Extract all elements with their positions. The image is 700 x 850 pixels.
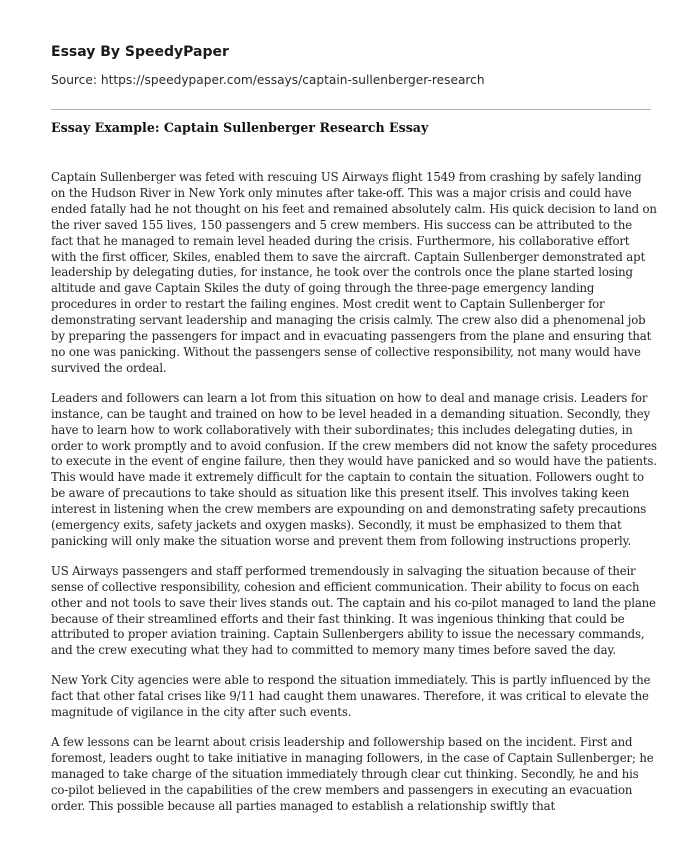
essay-body (51, 170, 657, 829)
document-brand: Essay By SpeedyPaper (51, 44, 229, 60)
essay-paragraph-4: New York City agencies were able to respond the situation immediately. This is partly influenced by the fact that other fatal crises like 9/11 had caught them unawares. Therefore, it was critical to elevate the magnitude of vigilance in the city after such events. (51, 673, 651, 720)
essay-paragraph-5: A few lessons can be learnt about crisis leadership and followership based on the incident. First and foremost, leaders ought to take initiative in managing followers, in the case of Captain Sullenberger; he managed to take charge of the situation immediately through clear cut thinking. Secondly, he and his co-pilot believed in the capabilities of the crew members and passengers in executing an evacuation order. This possible because all parties managed to establish a relationship swiftly that (51, 735, 654, 813)
essay-paragraph-1: Captain Sullenberger was feted with rescuing US Airways flight 1549 from crashing by safely landing on the Hudson River in New York only minutes after take-off. This was a major crisis and could have ended fatally had he not thought on his feet and remained absolutely calm. His quick decision to land on the river saved 155 lives, 150 passengers and 5 crew members. His success can be attributed to the fact that he managed to remain level headed during the crisis. Furthermore, his collaborative effort with the first officer, Skiles, enabled them to save the aircraft. Captain Sullenberger demonstrated apt leadership by delegating duties, for instance, he took over the controls once the plane started losing altitude and gave Captain Skiles the duty of going through the three-page emergency landing procedures in order to restart the failing engines. Most credit went to Captain Sullenberger for demonstrating servant leadership and managing the crisis calmly. The crew also did a phenomenal job by preparing the passengers for impact and in evacuating passengers from the plane and ensuring that no one was panicking. Without the passengers sense of collective responsibility, not many would have survived the ordeal. (51, 170, 657, 375)
essay-title: Essay Example: Captain Sullenberger Research Essay (51, 120, 429, 135)
document-source-line: Source: https://speedypaper.com/essays/captain-sullenberger-research (51, 73, 485, 87)
essay-paragraph-2: Leaders and followers can learn a lot from this situation on how to deal and manage crisis. Leaders for instance, can be taught and trained on how to be level headed in a demanding situation. Secondly, they have to learn how to work collaboratively with their subordinates; this includes delegating duties, in order to work promptly and to avoid confusion. If the crew members did not know the safety procedures to execute in the event of engine failure, then they would have panicked and so would have the patients. This would have made it extremely difficult for the captain to contain the situation. Followers ought to be aware of precautions to take should as situation like this present itself. This involves taking keen interest in listening when the crew members are expounding on and demonstrating safety precautions (emergency exits, safety jackets and oxygen masks). Secondly, it must be emphasized to them that panicking will only make the situation worse and prevent them from following instructions properly. (51, 390, 657, 548)
essay-paragraph-3: US Airways passengers and staff performed tremendously in salvaging the situation because of their sense of collective responsibility, cohesion and efficient communication. Their ability to focus on each other and not tools to save their lives stands out. The captain and his co-pilot managed to land the plane because of their streamlined efforts and their fast thinking. It was ingenious thinking that could be attributed to proper aviation training. Captain Sullenbergers ability to issue the necessary commands, and the crew executing what they had to committed to memory many times before saved the day. (51, 563, 656, 658)
header-divider (51, 109, 651, 110)
